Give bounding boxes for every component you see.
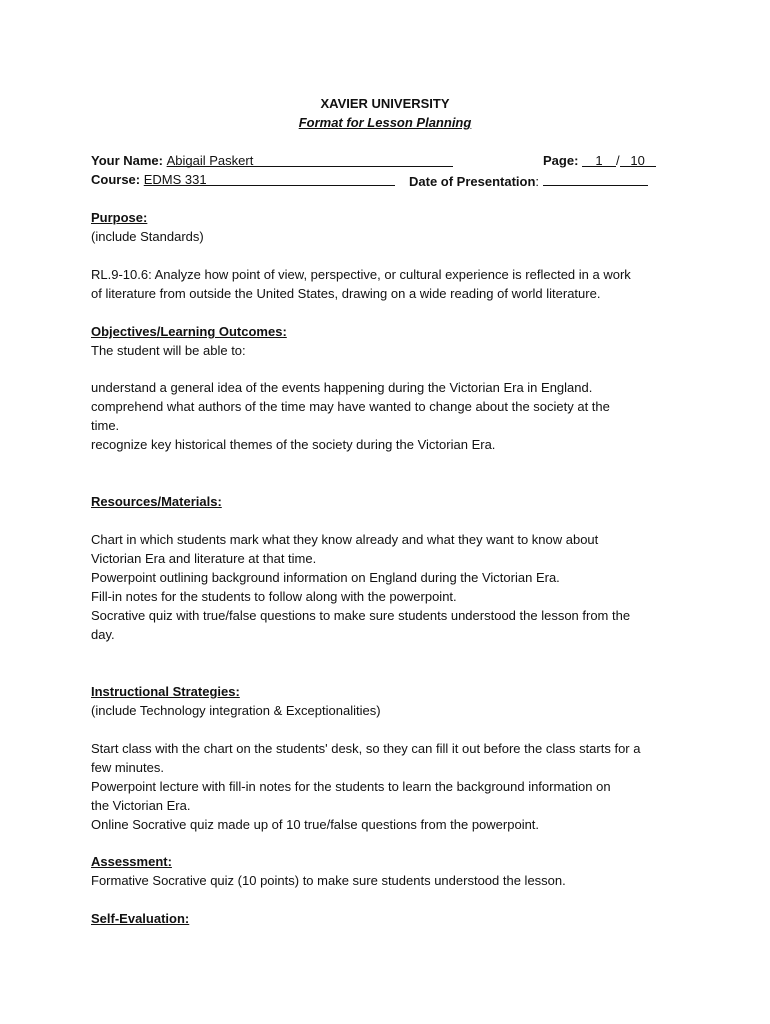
strategy-line: Start class with the chart on the students' desk, so they can fill it out before the class starts for a xyxy=(91,741,641,756)
resources-list xyxy=(91,530,691,644)
resource-line: Socrative quiz with true/false questions to make sure students understood the lesson from the xyxy=(91,608,631,623)
objective-item: recognize key historical themes of the society during the Victorian Era. xyxy=(91,437,496,452)
date-row xyxy=(409,170,648,191)
standard-line-1: RL.9-10.6: Analyze how point of view, perspective, or cultural experience is reflected in a work xyxy=(91,267,631,282)
assessment-section xyxy=(91,852,691,890)
resource-line: Chart in which students mark what they know already and what they want to know about xyxy=(91,532,599,547)
purpose-section xyxy=(91,208,691,246)
objective-item: understand a general idea of the events happening during the Victorian Era in England. xyxy=(91,380,593,395)
resource-line: Fill-in notes for the students to follow along with the powerpoint. xyxy=(91,589,457,604)
strategies-list xyxy=(91,739,691,834)
course-field xyxy=(144,170,395,186)
objective-item: comprehend what authors of the time may have wanted to change about the society at the xyxy=(91,399,610,414)
strategies-section xyxy=(91,682,691,720)
self-evaluation-heading: Self-Evaluation: xyxy=(91,911,190,926)
strategies-heading: Instructional Strategies: xyxy=(91,684,240,699)
strategy-line: few minutes. xyxy=(91,760,164,775)
objectives-list xyxy=(91,378,691,454)
objectives-heading: Objectives/Learning Outcomes: xyxy=(91,324,287,339)
course-value: EDMS 331 xyxy=(143,172,207,187)
strategy-line: Powerpoint lecture with fill-in notes for the students to learn the background information on xyxy=(91,779,611,794)
purpose-heading: Purpose: xyxy=(91,210,148,225)
strategy-line: Online Socrative quiz made up of 10 true/false questions from the powerpoint. xyxy=(91,817,540,832)
date-colon: : xyxy=(535,174,540,189)
objectives-section xyxy=(91,322,691,360)
standard-text xyxy=(91,265,691,303)
name-value: Abigail Paskert xyxy=(166,153,254,168)
course-label: Course: xyxy=(91,172,141,187)
date-label: Date of Presentation xyxy=(409,174,536,189)
form-title: Format for Lesson Planning xyxy=(298,115,472,130)
resources-heading: Resources/Materials: xyxy=(91,494,222,509)
resource-line: day. xyxy=(91,627,115,642)
resource-line: Victorian Era and literature at that time. xyxy=(91,551,317,566)
strategy-line: the Victorian Era. xyxy=(91,798,191,813)
course-row xyxy=(91,170,395,189)
purpose-note: (include Standards) xyxy=(91,229,204,244)
resource-line: Powerpoint outlining background information on England during the Victorian Era. xyxy=(91,570,560,585)
page-separator: / xyxy=(616,153,620,168)
date-field xyxy=(543,170,648,186)
standard-line-2: of literature from outside the United States, drawing on a wide reading of world literature. xyxy=(91,286,601,301)
strategies-note: (include Technology integration & Exceptionalities) xyxy=(91,703,381,718)
assessment-text: Formative Socrative quiz (10 points) to make sure students understood the lesson. xyxy=(91,873,566,888)
name-row xyxy=(91,151,453,170)
self-evaluation-section xyxy=(91,909,691,928)
assessment-heading: Assessment: xyxy=(91,854,172,869)
objectives-intro: The student will be able to: xyxy=(91,343,246,358)
page-label: Page: xyxy=(543,153,579,168)
page-current: 1 xyxy=(582,151,616,167)
university-title: XAVIER UNIVERSITY xyxy=(320,96,450,111)
page-row xyxy=(543,151,656,170)
objective-item: time. xyxy=(91,418,120,433)
page-total: 10 xyxy=(620,151,656,167)
resources-section xyxy=(91,492,691,511)
name-field xyxy=(167,151,453,167)
name-label: Your Name: xyxy=(91,153,163,168)
